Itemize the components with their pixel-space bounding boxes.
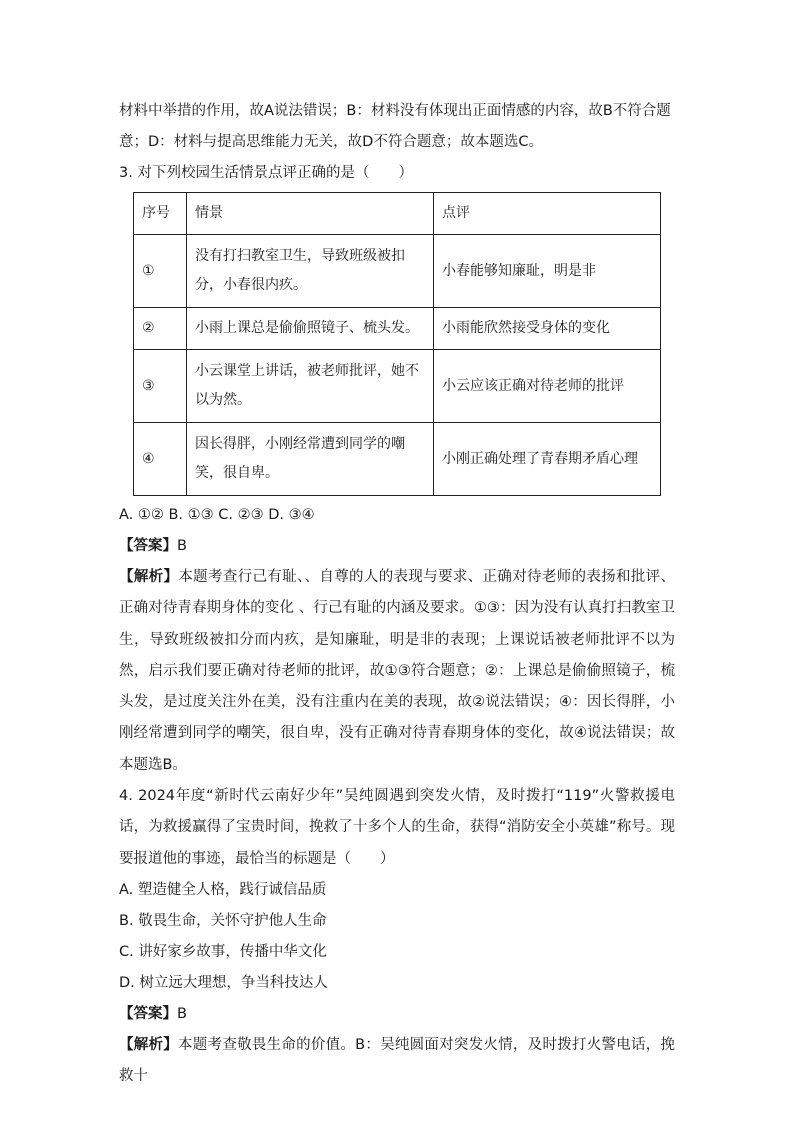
answer-label: 【答案】 — [119, 538, 177, 554]
answer-label: 【答案】 — [119, 1005, 177, 1022]
question-4-stem: 4. 2024年度“新时代云南好少年”吴纯圆遇到突发火情，及时拨打“119”火警救援电话，为救援赢得了宝贵时间，挽救了十多个人的生命，获得“消防安全小英雄”称号。现要报道他的事迹，最恰当的标题是（ ） — [119, 788, 675, 867]
question-3-analysis — [119, 562, 675, 781]
analysis-label: 【解析】 — [119, 1036, 179, 1053]
row-scene: 小雨上课总是偷偷照镜子、梳头发。 — [187, 308, 434, 350]
analysis-text: 本题考查敬畏生命的价值。B：吴纯圆面对突发火情，及时拨打火警电话，挽救十 — [119, 1036, 676, 1085]
row-number: ③ — [134, 350, 187, 423]
table-row — [134, 235, 661, 308]
row-number: ④ — [134, 423, 187, 496]
question-4-option-c: C. 讲好家乡故事，传播中华文化 — [119, 943, 327, 960]
answer-value: B — [177, 1005, 187, 1022]
header-comment: 点评 — [434, 193, 661, 235]
table-header-row — [134, 193, 661, 235]
analysis-text: 本题考查行己有耻、、自尊的人的表现与要求、正确对待老师的表扬和批评、正确对待青春期身体的变化 、行己有耻的内涵及要求。①③：因为没有认真打扫教室卫生，导致班级被扣分而内疚，是知廉耻，明是非的表现；上课说话被老师批评不以为然，启示我们要正确对待老师的批评，故①③符合题意；②：上课总是偷偷照镜子，梳头发，是过度关注外在美，没有注重内在美的表现，故②说法错误；④：因长得胖，小刚经常遭到同学的嘲笑，很自卑，没有正确对待青春期身体的变化，故④说法错误；故本题选B。 — [119, 569, 676, 773]
question-4-answer — [119, 999, 675, 1030]
row-number: ② — [134, 308, 187, 350]
table-row — [134, 308, 661, 350]
question-4-analysis — [119, 1030, 675, 1093]
row-comment: 小雨能欣然接受身体的变化 — [434, 308, 661, 350]
row-number: ① — [134, 235, 187, 308]
row-scene: 没有打扫教室卫生，导致班级被扣分，小春很内疚。 — [187, 235, 434, 308]
question-4-option-b: B. 敬畏生命，关怀守护他人生命 — [119, 912, 327, 929]
intro-line-1: 材料中举措的作用，故A说法错误；B：材料没有体现出正面情感的内容，故B不符合题 — [119, 103, 671, 119]
question-4-option-d: D. 树立远大理想，争当科技达人 — [119, 974, 328, 991]
answer-value: B — [177, 538, 187, 554]
row-comment: 小春能够知廉耻，明是非 — [434, 235, 661, 308]
question-3-answer — [119, 531, 675, 562]
row-scene: 小云课堂上讲话，被老师批评，她不以为然。 — [187, 350, 434, 423]
intro-line-2: 意；D：材料与提高思维能力无关，故D不符合题意；故本题选C。 — [119, 134, 543, 150]
question-4-option-a: A. 塑造健全人格，践行诚信品质 — [119, 881, 327, 898]
row-scene: 因长得胖，小刚经常遭到同学的嘲笑，很自卑。 — [187, 423, 434, 496]
analysis-label: 【解析】 — [119, 569, 179, 585]
row-comment: 小刚正确处理了青春期矛盾心理 — [434, 423, 661, 496]
question-3-options: A. ①② B. ①③ C. ②③ D. ③④ — [119, 507, 315, 523]
question-3-stem: 3. 对下列校园生活情景点评正确的是（ ） — [119, 165, 413, 181]
table-row — [134, 350, 661, 423]
document-page — [119, 96, 675, 1093]
table-row — [134, 423, 661, 496]
row-comment: 小云应该正确对待老师的批评 — [434, 350, 661, 423]
header-scene: 情景 — [187, 193, 434, 235]
header-number: 序号 — [134, 193, 187, 235]
question-3-table — [133, 192, 661, 496]
